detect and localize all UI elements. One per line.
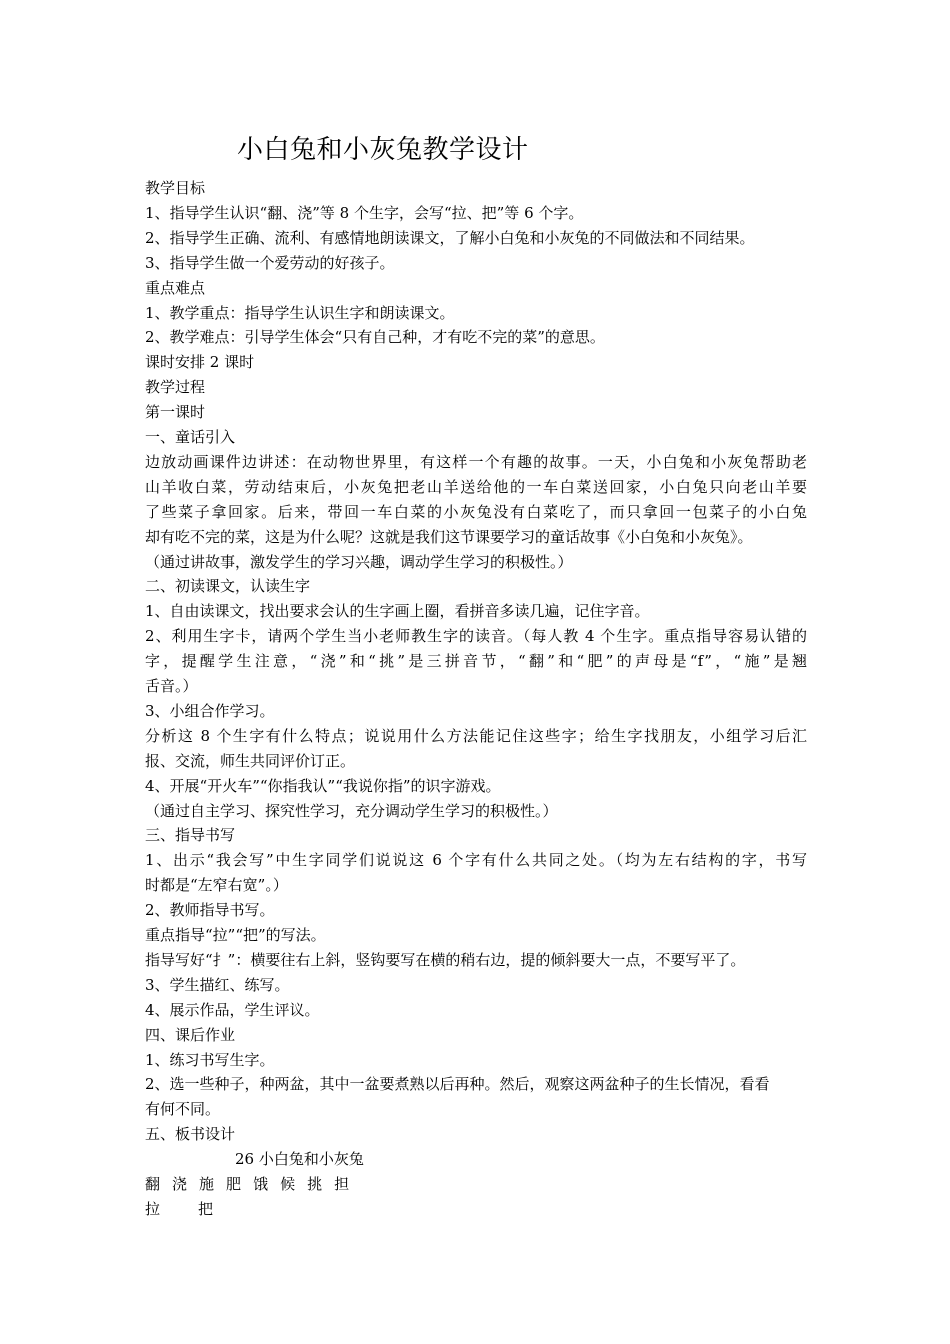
body-line: 二、初读课文，认读生字 — [145, 577, 311, 596]
body-line: 五、板书设计 — [145, 1125, 236, 1144]
body-line: 三、指导书写 — [145, 826, 236, 845]
body-line: （通过自主学习、探究性学习，充分调动学生学习的积极性。） — [145, 801, 558, 820]
body-line: 课时安排 2 课时 — [145, 353, 255, 372]
body-line: 报、交流，师生共同评价订正。 — [145, 751, 356, 770]
body-line: 1、出示“我会写”中生字同学们说说这 6 个字有什么共同之处。（均为左右结构的字，书写 — [145, 851, 807, 870]
body-line: 一、童话引入 — [145, 428, 236, 446]
body-line: 4、展示作品，学生评议。 — [145, 1000, 320, 1019]
body-line: 2、利用生字卡，请两个学生当小老师教生字的读音。（每人教 4 个生字。重点指导容易认错的 — [145, 627, 807, 646]
body-line: 分析这 8 个生字有什么特点；说说用什么方法能记住这些字；给生字找朋友，小组学习后汇 — [145, 726, 807, 745]
body-line: 3、指导学生做一个爱劳动的好孩子。 — [145, 253, 395, 272]
body-line: 四、课后作业 — [145, 1025, 236, 1044]
board-character: 候 — [280, 1175, 296, 1193]
body-line: 重点难点 — [145, 278, 206, 297]
body-line: 2、教学难点：引导学生体会“只有自己种，才有吃不完的菜”的意思。 — [145, 328, 605, 347]
body-line: 重点指导“拉”“把”的写法。 — [145, 926, 326, 944]
body-line: 山羊收白菜，劳动结束后，小灰兔把老山羊送给他的一车白菜送回家，小白兔只向老山羊要 — [145, 477, 807, 496]
body-line: 3、小组合作学习。 — [145, 701, 275, 720]
body-line: 2、选一些种子，种两盆，其中一盆要煮熟以后再种。然后，观察这两盆种子的生长情况，看看 — [145, 1075, 770, 1094]
board-characters-row-2 — [145, 1197, 807, 1221]
board-characters-row-1 — [145, 1172, 807, 1196]
body-line: 字，提醒学生注意，“浇”和“挑”是三拼音节，“翻”和“肥”的声母是“f”，“施”是翘 — [145, 652, 807, 671]
body-line: 4、开展“开火车”“你指我认”“我说你指”的识字游戏。 — [145, 776, 501, 795]
board-character: 拉 — [145, 1199, 161, 1218]
body-line: 2、指导学生正确、流利、有感情地朗读课文，了解小白兔和小灰兔的不同做法和不同结果。 — [145, 228, 755, 247]
board-character: 饿 — [253, 1175, 269, 1193]
body-line: 边放动画课件边讲述：在动物世界里，有这样一个有趣的故事。一天，小白兔和小灰兔帮助老 — [145, 452, 807, 471]
board-design-title: 26 小白兔和小灰兔 — [235, 1150, 364, 1169]
body-line: 教学过程 — [145, 378, 206, 397]
board-character: 把 — [198, 1199, 214, 1218]
body-line: 却有吃不完的菜，这是为什么呢？这就是我们这节课要学习的童话故事《小白兔和小灰兔》。 — [145, 527, 753, 546]
board-character: 施 — [199, 1175, 215, 1193]
body-line: 第一课时 — [145, 403, 206, 422]
body-line: 有何不同。 — [145, 1100, 221, 1119]
board-character: 翻 — [145, 1175, 161, 1193]
body-line: 指导写好“扌”：横要往右上斜，竖钩要写在横的稍右边，提的倾斜要大一点，不要写平了。 — [145, 950, 746, 969]
body-line: （通过讲故事，激发学生的学习兴趣，调动学生学习的积极性。） — [145, 552, 573, 571]
body-line: 了些菜子拿回家。后来，带回一车白菜的小灰兔没有白菜吃了，而只拿回一包菜子的小白兔 — [145, 502, 807, 521]
body-line: 1、教学重点：指导学生认识生字和朗读课文。 — [145, 303, 455, 322]
board-character: 肥 — [226, 1175, 242, 1193]
body-line: 教学目标 — [145, 179, 206, 197]
board-character: 挑 — [307, 1175, 323, 1193]
document-title: 小白兔和小灰兔教学设计 — [237, 135, 529, 165]
board-character: 担 — [334, 1175, 350, 1193]
board-character: 浇 — [172, 1175, 188, 1193]
body-line: 3、学生描红、练写。 — [145, 975, 290, 994]
body-line: 舌音。） — [145, 677, 198, 695]
body-line: 1、自由读课文，找出要求会认的生字画上圈，看拼音多读几遍，记住字音。 — [145, 602, 650, 621]
body-line: 1、练习书写生字。 — [145, 1050, 275, 1069]
body-line: 2、教师指导书写。 — [145, 901, 275, 920]
body-line: 1、指导学生认识“翻、浇”等 8 个生字，会写“拉、把”等 6 个字。 — [145, 203, 584, 222]
body-line: 时都是“左窄右宽”。） — [145, 876, 288, 895]
